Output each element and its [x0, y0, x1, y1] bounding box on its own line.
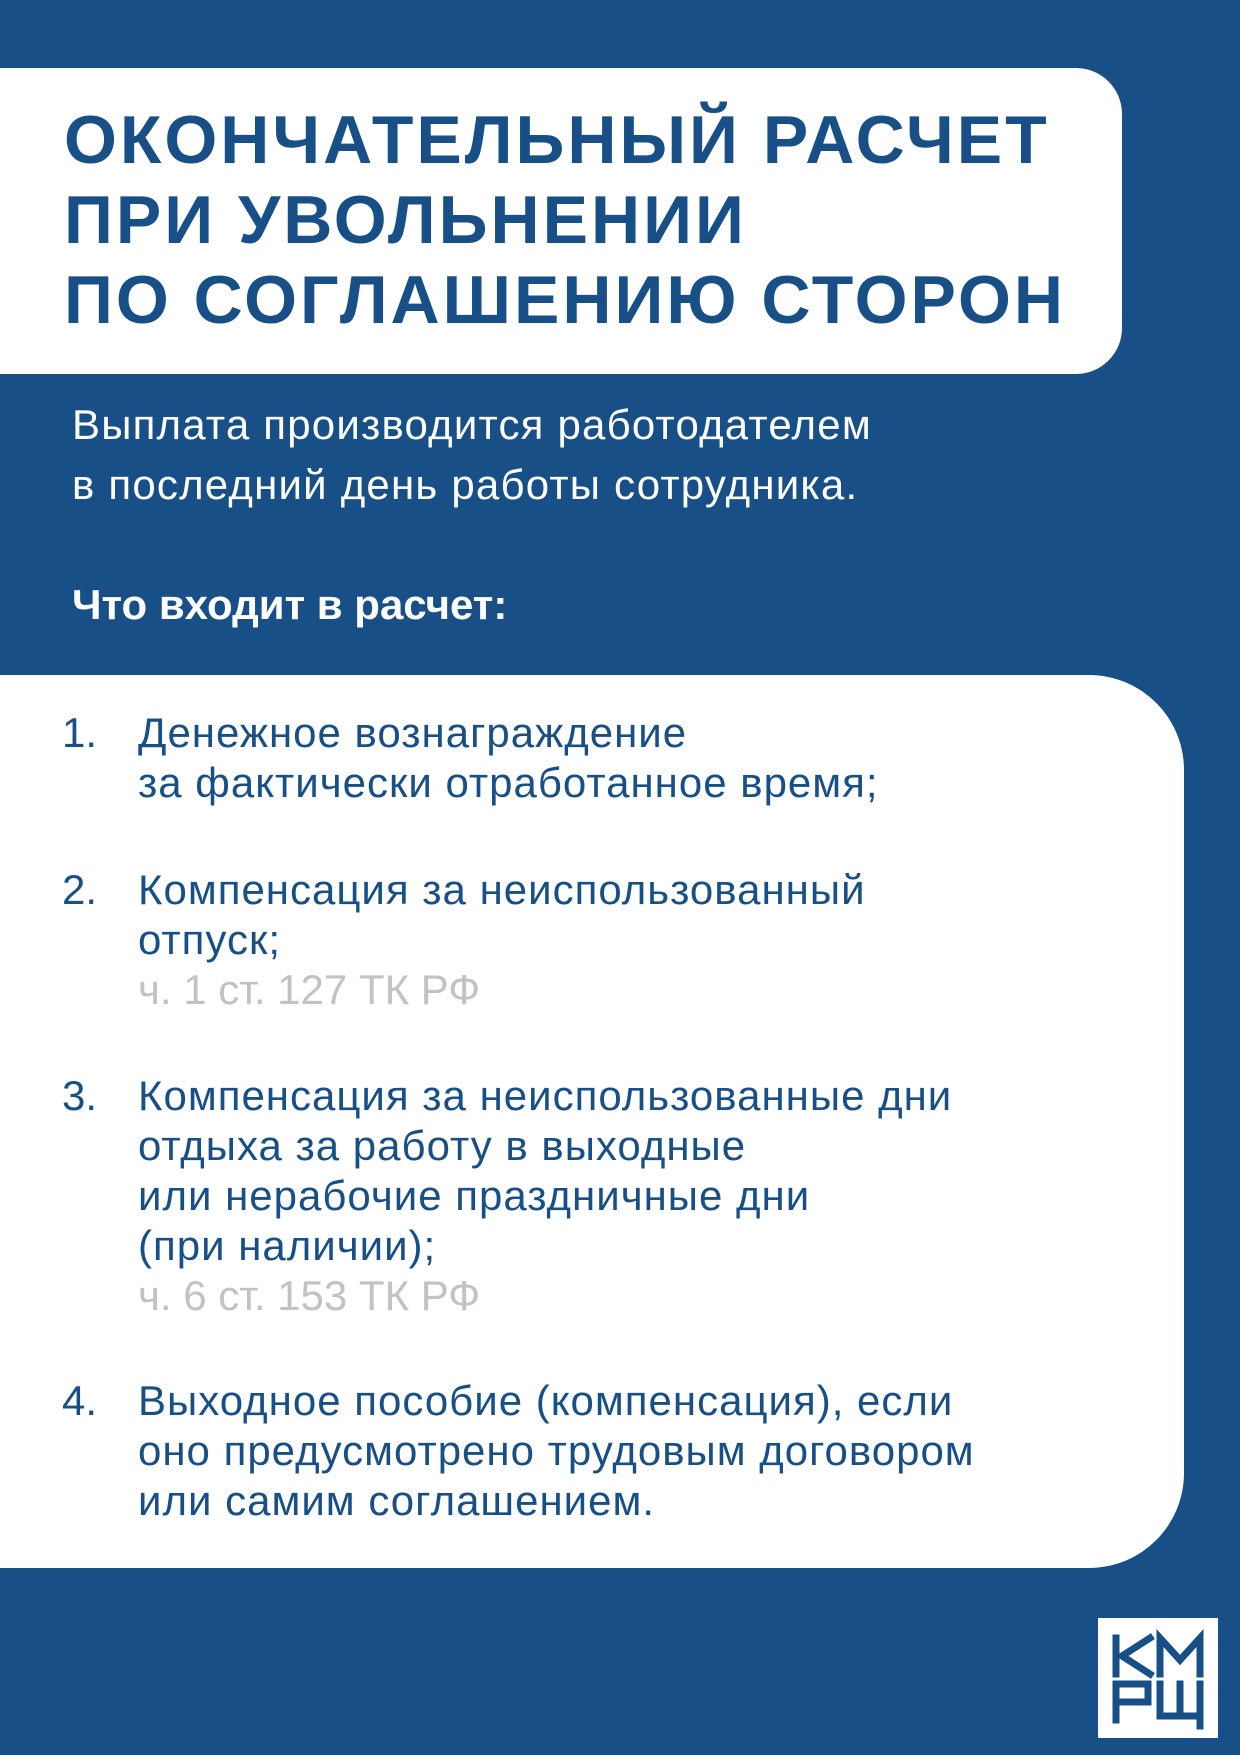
item-3-legal-reference: ч. 6 ст. 153 ТК РФ: [138, 1272, 481, 1319]
item-1-number: 1.: [62, 709, 98, 756]
intro-line-2: в последний день работы сотрудника.: [72, 461, 859, 508]
item-2-legal-reference: ч. 1 ст. 127 ТК РФ: [138, 966, 481, 1013]
item-4-line-1: Выходное пособие (компенсация), если: [138, 1377, 954, 1424]
item-3-line-4: (при наличии);: [138, 1222, 437, 1269]
item-4-number: 4.: [62, 1377, 98, 1424]
title-line-1: ОКОНЧАТЕЛЬНЫЙ РАСЧЕТ: [64, 102, 1050, 178]
item-3-number: 3.: [62, 1072, 98, 1119]
item-2-line-1: Компенсация за неиспользованный: [138, 866, 866, 913]
item-1-line-2: за фактически отработанное время;: [138, 759, 879, 806]
item-3-line-2: отдыха за работу в выходные: [138, 1122, 747, 1169]
item-2-number: 2.: [62, 866, 98, 913]
section-heading: Что входит в расчет:: [72, 581, 508, 628]
item-3-line-1: Компенсация за неиспользованные дни: [138, 1072, 953, 1119]
item-4-line-3: или самим соглашением.: [138, 1477, 656, 1524]
intro-line-1: Выплата производится работодателем: [72, 401, 872, 448]
item-3-line-3: или нерабочие праздничные дни: [138, 1172, 811, 1219]
title-line-3: ПО СОГЛАШЕНИЮ СТОРОН: [64, 262, 1066, 338]
item-1-line-1: Денежное вознаграждение: [138, 709, 688, 756]
item-2-line-2: отпуск;: [138, 916, 281, 963]
title-line-2: ПРИ УВОЛЬНЕНИИ: [64, 182, 747, 258]
item-4-line-2: оно предусмотрено трудовым договором: [138, 1427, 975, 1474]
kmrc-logo-icon: [1098, 1618, 1218, 1738]
